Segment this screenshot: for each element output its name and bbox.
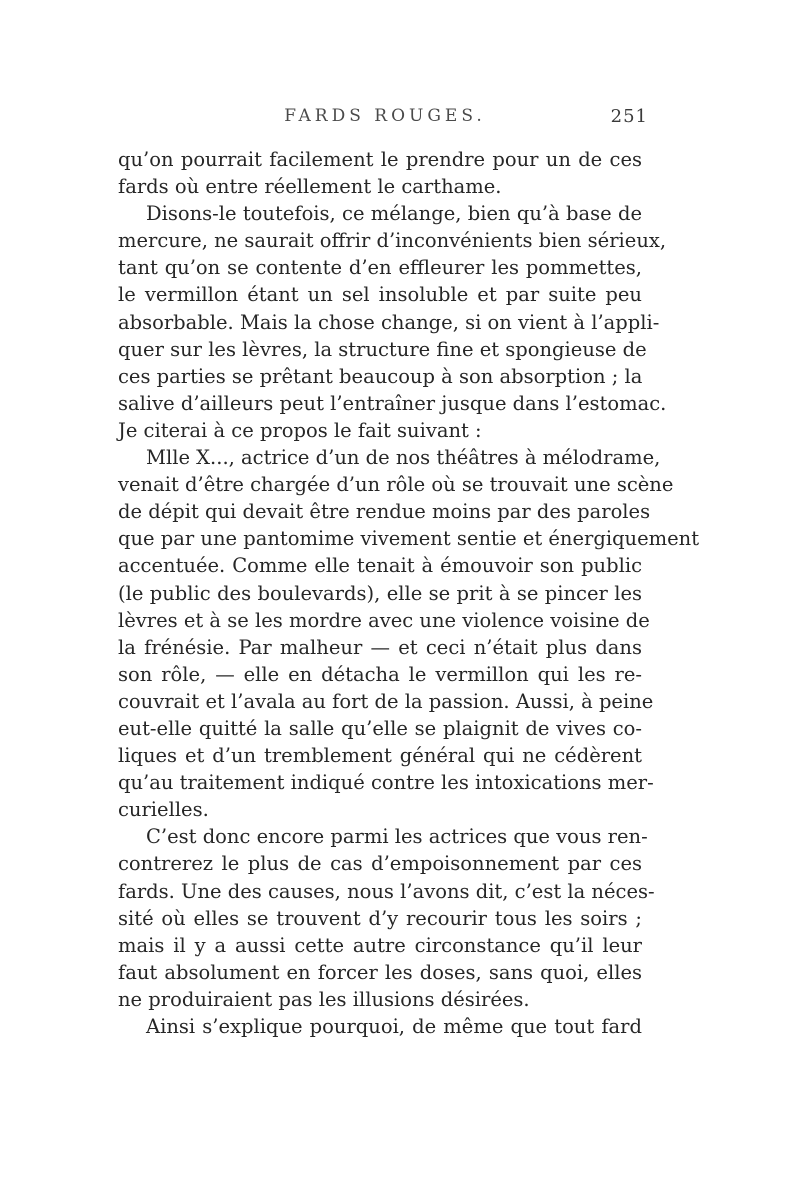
text-line: (le public des boulevards), elle se prit à se pincer les bbox=[118, 581, 642, 605]
text-line: fards. Une des causes, nous l’avons dit, c’est la néces- bbox=[118, 879, 655, 903]
text-line: venait d’être chargée d’un rôle où se trouvait une scène bbox=[118, 473, 674, 497]
text-line: mais il y a aussi cette autre circonstance qu’il leur bbox=[118, 933, 642, 957]
text-line: qu’on pourrait facilement le prendre pour un de ces bbox=[118, 148, 642, 171]
text-line: curielles. bbox=[118, 798, 209, 822]
text-line: C’est donc encore parmi les actrices que vous ren- bbox=[146, 825, 648, 849]
running-title: FARDS ROUGES. bbox=[284, 106, 486, 126]
page-number: 251 bbox=[610, 106, 648, 127]
text-line: contrerez le plus de cas d’empoisonnement par ces bbox=[118, 852, 642, 876]
text-line: le vermillon étant un sel insoluble et par suite peu bbox=[118, 283, 642, 307]
text-line: que par une pantomime vivement sentie et énergiquement bbox=[118, 527, 700, 551]
text-line: sité où elles se trouvent d’y recourir tous les soirs ; bbox=[118, 906, 642, 930]
text-line: ne produiraient pas les illusions désirées. bbox=[118, 987, 530, 1011]
text-line: de dépit qui devait être rendue moins par des paroles bbox=[118, 500, 651, 524]
text-line: eut-elle quitté la salle qu’elle se plaignit de vives co- bbox=[118, 716, 642, 740]
text-line: son rôle, — elle en détacha le vermillon qui les re- bbox=[118, 662, 642, 686]
text-line: faut absolument en forcer les doses, sans quoi, elles bbox=[118, 960, 642, 984]
text-line: salive d’ailleurs peut l’entraîner jusque dans l’estomac. bbox=[118, 391, 667, 415]
text-line: la frénésie. Par malheur — et ceci n’était plus dans bbox=[118, 635, 642, 659]
text-line: absorbable. Mais la chose change, si on vient à l’appli- bbox=[118, 310, 660, 334]
text-line: Ainsi s’explique pourquoi, de même que tout fard bbox=[146, 1015, 642, 1038]
running-head bbox=[118, 106, 652, 142]
text-line: qu’au traitement indiqué contre les intoxications mer- bbox=[118, 771, 654, 795]
text-line: tant qu’on se contente d’en effleurer les pommettes, bbox=[118, 256, 642, 280]
text-line: accentuée. Comme elle tenait à émouvoir son public bbox=[118, 554, 642, 578]
body-text bbox=[118, 146, 700, 1040]
text-line: quer sur les lèvres, la structure fine et spongieuse de bbox=[118, 337, 647, 361]
text-line: fards où entre réellement le carthame. bbox=[118, 175, 502, 199]
text-line: lèvres et à se les mordre avec une violence voisine de bbox=[118, 608, 650, 632]
text-line: ces parties se prêtant beaucoup à son absorption ; la bbox=[118, 364, 643, 388]
text-line: liques et d’un tremblement général qui ne cédèrent bbox=[118, 744, 642, 768]
text-line: Disons-le toutefois, ce mélange, bien qu’à base de bbox=[146, 202, 642, 226]
text-line: couvrait et l’avala au fort de la passion. Aussi, à peine bbox=[118, 689, 654, 713]
text-line: mercure, ne saurait offrir d’inconvénients bien sérieux, bbox=[118, 229, 667, 253]
text-line: Mlle X..., actrice d’un de nos théâtres à mélodrame, bbox=[146, 446, 661, 470]
text-line: Je citerai à ce propos le fait suivant : bbox=[118, 418, 482, 442]
